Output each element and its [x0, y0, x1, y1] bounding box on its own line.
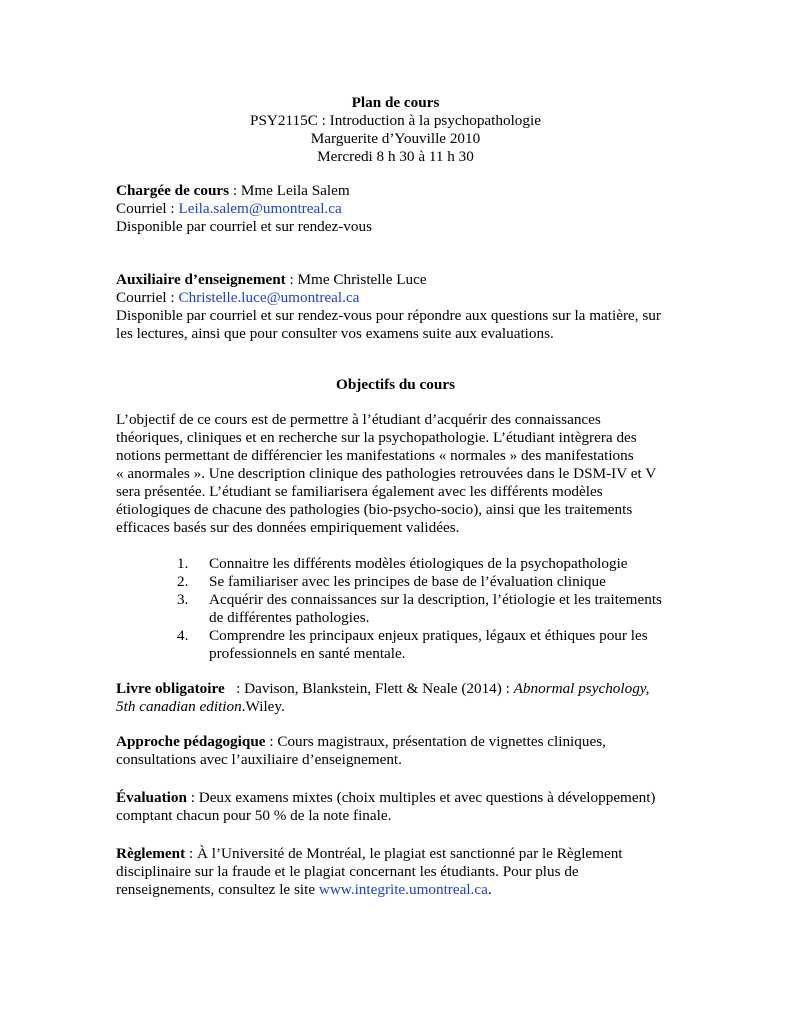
list-item-number: 4.	[177, 627, 189, 644]
instructor-email-label: Courriel :	[116, 200, 179, 217]
ta-availability-line2: les lectures, ainsi que pour consulter vos examens suite aux evaluations.	[116, 325, 554, 342]
evaluation-text-line2: comptant chacun pour 50 % de la note finale.	[116, 807, 392, 824]
objectives-list	[116, 555, 686, 663]
course-code: PSY2115C : Introduction à la psychopathologie	[250, 112, 541, 129]
pedagogy-text-line2: consultations avec l’auxiliaire d’enseignement.	[116, 751, 402, 768]
list-item	[116, 555, 686, 573]
integrity-website-link[interactable]: www.integrite.umontreal.ca	[318, 881, 488, 898]
rules-text-line2: disciplinaire sur la fraude et le plagiat concernant les étudiants. Pour plus de	[116, 863, 579, 880]
paragraph-line: L’objectif de ce cours est de permettre à l’étudiant d’acquérir des connaissances	[116, 411, 601, 428]
rules-text-line3: renseignements, consultez le site	[116, 881, 319, 898]
list-item-text: Connaitre les différents modèles étiologiques de la psychopathologie	[209, 555, 628, 572]
list-item	[116, 573, 686, 591]
pedagogy-label: Approche pédagogique	[116, 733, 266, 750]
paragraph-line: étiologiques de chacune des pathologies (bio-psycho-socio), ainsi que les traitements	[116, 501, 633, 518]
textbook-publisher: .Wiley.	[241, 698, 285, 715]
textbook-authors: : Davison, Blankstein, Flett & Neale (2014) :	[224, 680, 514, 697]
instructor-label: Chargée de cours	[116, 182, 230, 199]
objectives-heading: Objectifs du cours	[336, 376, 455, 393]
list-item-text: Se familiariser avec les principes de base de l’évaluation clinique	[209, 573, 606, 590]
list-item	[116, 627, 686, 663]
list-item	[116, 591, 686, 627]
rules-section	[116, 845, 686, 899]
list-item-number: 3.	[177, 591, 189, 608]
list-item-text: Comprendre les principaux enjeux pratiques, légaux et éthiques pour les	[209, 627, 648, 644]
instructor-section	[116, 182, 686, 236]
textbook-section	[116, 680, 686, 716]
ta-email-link[interactable]: Christelle.luce@umontreal.ca	[178, 289, 360, 306]
rules-text: : À l’Université de Montréal, le plagiat est sanctionné par le Règlement	[185, 845, 623, 862]
rules-label: Règlement	[116, 845, 186, 862]
pedagogy-section	[116, 733, 686, 769]
instructor-availability: Disponible par courriel et sur rendez-vous	[116, 218, 372, 235]
course-schedule: Mercredi 8 h 30 à 11 h 30	[317, 148, 474, 165]
list-item-text: de différentes pathologies.	[209, 609, 370, 626]
paragraph-line: « anormales ». Une description clinique des pathologies retrouvées dans le DSM-IV et V	[116, 465, 657, 482]
paragraph-line: efficaces basés sur des données empiriquement validées.	[116, 519, 460, 536]
list-item-text: professionnels en santé mentale.	[209, 645, 406, 662]
textbook-edition: 5th canadian edition	[116, 698, 242, 715]
paragraph-line: sera présentée. L’étudiant se familiarisera également avec les différents modèles	[116, 483, 603, 500]
objectives-paragraph	[116, 411, 686, 537]
list-item-number: 2.	[177, 573, 189, 590]
textbook-title: Abnormal psychology,	[513, 680, 650, 697]
pedagogy-text: : Cours magistraux, présentation de vignettes cliniques,	[265, 733, 606, 750]
course-header	[0, 94, 791, 166]
paragraph-line: théoriques, cliniques et en recherche sur la psychopathologie. L’étudiant intègrera des	[116, 429, 637, 446]
paragraph-line: notions permettant de différencier les manifestations « normales » des manifestations	[116, 447, 634, 464]
ta-name: : Mme Christelle Luce	[285, 271, 427, 288]
document-title: Plan de cours	[351, 94, 440, 111]
instructor-name: : Mme Leila Salem	[229, 182, 350, 199]
instructor-email-link[interactable]: Leila.salem@umontreal.ca	[178, 200, 342, 217]
ta-section	[116, 271, 686, 343]
ta-label: Auxiliaire d’enseignement	[116, 271, 286, 288]
evaluation-text: : Deux examens mixtes (choix multiples et avec questions à développement)	[186, 789, 656, 806]
rules-text-end: .	[487, 881, 492, 898]
course-location: Marguerite d’Youville 2010	[310, 130, 481, 147]
list-item-number: 1.	[177, 555, 189, 572]
evaluation-section	[116, 789, 686, 825]
ta-availability-line1: Disponible par courriel et sur rendez-vous pour répondre aux questions sur la matière, sur	[116, 307, 661, 324]
evaluation-label: Évaluation	[116, 789, 187, 806]
ta-email-label: Courriel :	[116, 289, 179, 306]
list-item-text: Acquérir des connaissances sur la description, l’étiologie et les traitements	[209, 591, 662, 608]
textbook-label: Livre obligatoire	[116, 680, 225, 697]
